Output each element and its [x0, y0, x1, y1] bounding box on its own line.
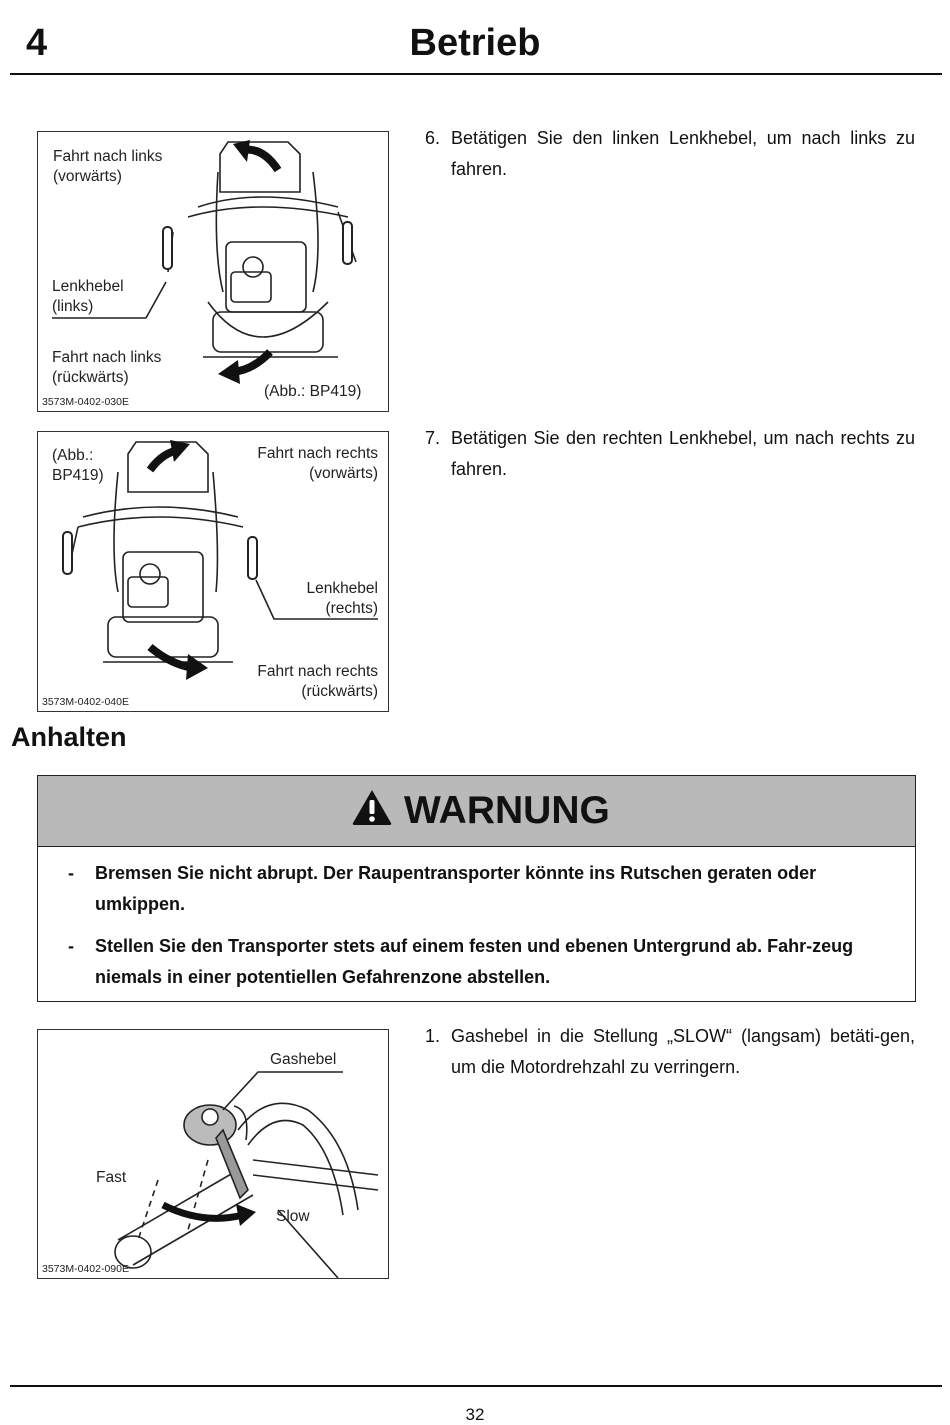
figure-code: 3573M-0402-030E	[42, 396, 129, 408]
warning-dash: -	[68, 936, 74, 956]
step-text: Betätigen Sie den rechten Lenkhebel, um nach rechts zu fahren.	[451, 428, 915, 479]
label-left-lever: Lenkhebel (links)	[52, 278, 124, 315]
label-right-forward: Fahrt nach rechts (vorwärts)	[257, 445, 378, 482]
step-text: Gashebel in die Stellung „SLOW“ (langsam) betäti-gen, um die Motordrehzahl zu verringern.	[451, 1026, 915, 1077]
chapter-title: Betrieb	[409, 22, 541, 64]
header-rule	[10, 73, 942, 75]
figure-steer-left	[37, 131, 389, 412]
warning-triangle-icon	[351, 788, 393, 826]
warning-item	[68, 931, 898, 993]
figure-steer-right	[37, 431, 389, 712]
label-left-forward: Fahrt nach links (vorwärts)	[53, 148, 163, 185]
warning-item	[68, 858, 898, 920]
section-heading: Anhalten	[11, 722, 127, 752]
figure-code: 3573M-0402-040E	[42, 696, 129, 708]
label-fast: Fast	[96, 1169, 127, 1186]
figure-throttle-lever	[37, 1029, 389, 1279]
label-left-reverse: Fahrt nach links (rückwärts)	[52, 349, 162, 386]
step-6	[425, 123, 915, 185]
step-number: 1.	[425, 1026, 441, 1046]
page-number: 32	[465, 1405, 485, 1424]
footer-rule	[10, 1385, 942, 1387]
label-figure-ref: (Abb.: BP419)	[264, 383, 362, 400]
chapter-number: 4	[26, 22, 48, 64]
step-1	[425, 1021, 915, 1083]
warning-title: WARNUNG	[404, 789, 610, 832]
label-figure-ref: (Abb.: BP419)	[52, 447, 104, 484]
step-number: 7.	[425, 428, 441, 448]
warning-dash: -	[68, 863, 74, 883]
step-text: Betätigen Sie den linken Lenkhebel, um nach links zu fahren.	[451, 128, 915, 179]
label-slow: Slow	[276, 1208, 310, 1225]
warning-text: Bremsen Sie nicht abrupt. Der Raupentransporter könnte ins Rutschen geraten oder umkippen.	[95, 863, 817, 914]
figure-code: 3573M-0402-090E	[42, 1263, 129, 1275]
label-right-reverse: Fahrt nach rechts (rückwärts)	[257, 663, 378, 700]
label-right-lever: Lenkhebel (rechts)	[306, 580, 378, 617]
warning-text: Stellen Sie den Transporter stets auf einem festen und ebenen Untergrund ab. Fahr-zeug niemals in einer potentiellen Gefahrenzone abstellen.	[95, 936, 854, 987]
warning-header	[38, 776, 915, 847]
warning-box	[37, 775, 916, 1002]
step-7	[425, 423, 915, 485]
label-throttle-lever: Gashebel	[270, 1051, 337, 1068]
step-number: 6.	[425, 128, 441, 148]
